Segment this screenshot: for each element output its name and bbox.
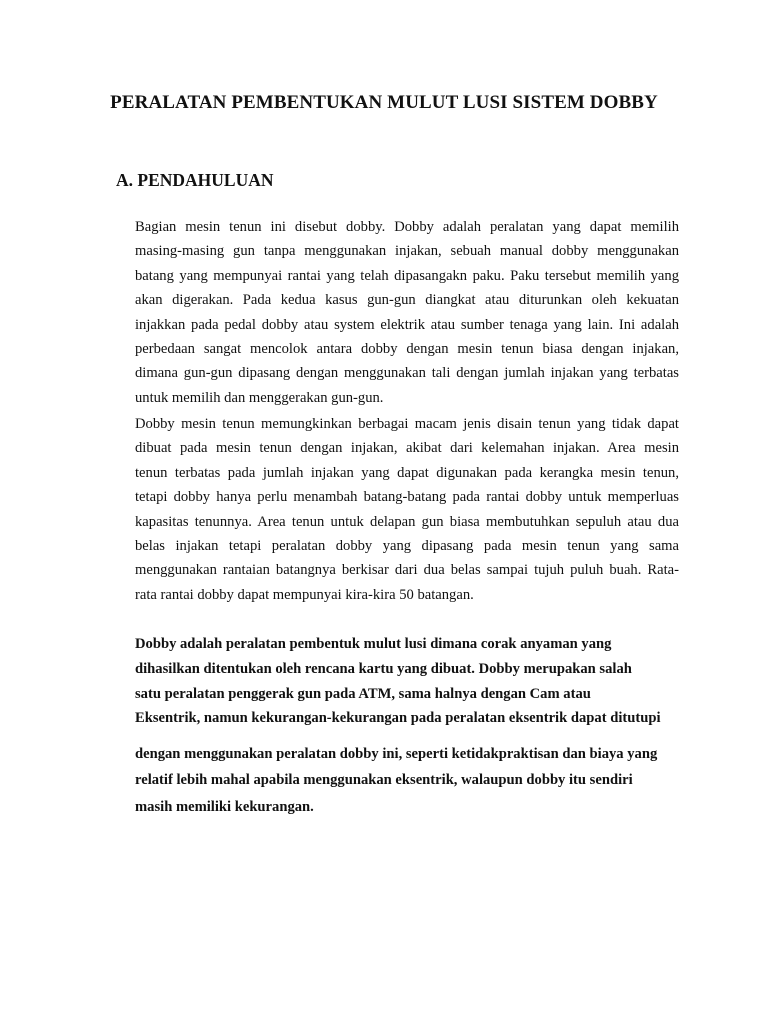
paragraph-2-line: belas injakan tetapi peralatan dobby yang dipasang pada mesin tenun yang sama <box>135 537 679 554</box>
paragraph-2-line: dibuat pada mesin tenun dengan injakan, akibat dari kelemahan injakan. Area mesin <box>135 440 679 457</box>
paragraph-1-line: Bagian mesin tenun ini disebut dobby. Dobby adalah peralatan yang dapat memilih <box>135 219 679 235</box>
paragraph-1-line: injakkan pada pedal dobby atau system elektrik atau sumber tenaga yang lain. Ini adalah <box>135 316 679 333</box>
paragraph-2-line: Dobby mesin tenun memungkinkan berbagai macam jenis disain tenun yang tidak dapat <box>135 416 679 432</box>
paragraph-2-line: tenun terbatas pada jumlah injakan yang dapat digunakan pada kerangka mesin tenun, <box>135 464 679 481</box>
bold-paragraph-line: dihasilkan ditentukan oleh rencana kartu yang dibuat. Dobby merupakan salah <box>135 660 632 677</box>
bold-paragraph-part-1 <box>135 632 695 731</box>
paragraph-1-line: perbedaan sangat mencolok antara dobby dengan mesin tenun biasa dengan injakan, <box>135 340 679 357</box>
paragraph-1-line: untuk memilih dan menggerakan gun-gun. <box>135 389 384 406</box>
bold-paragraph-line: Eksentrik, namun kekurangan-kekurangan pada peralatan eksentrik dapat ditutupi <box>135 710 661 727</box>
paragraph-2-line: menggunakan rantaian batangnya berkisar dari dua belas sampai tujuh puluh buah. Rata- <box>135 562 679 579</box>
paragraph-1-line: batang yang mempunyai rantai yang telah dipasangakn paku. Paku tersebut memilih yang <box>135 267 679 284</box>
paragraph-2 <box>135 412 679 607</box>
paragraph-1-line: akan digerakan. Pada kedua kasus gun-gun diangkat atau diturunkan oleh kekuatan <box>135 292 679 309</box>
section-heading: A. PENDAHULUAN <box>116 170 274 190</box>
paragraph-1-line: dimana gun-gun dipasang dengan menggunakan tali dengan jumlah injakan yang terbatas <box>135 365 679 382</box>
bold-paragraph-line: masih memiliki kekurangan. <box>135 798 314 815</box>
bold-paragraph-line: dengan menggunakan peralatan dobby ini, seperti ketidakpraktisan dan biaya yang <box>135 746 658 762</box>
paragraph-2-line: tetapi dobby hanya perlu menambah batang-batang pada rantai dobby untuk memperluas <box>135 489 679 506</box>
bold-paragraph-line: relatif lebih mahal apabila menggunakan eksentrik, walaupun dobby itu sendiri <box>135 772 633 789</box>
bold-paragraph-line: Dobby adalah peralatan pembentuk mulut lusi dimana corak anyaman yang <box>135 636 612 652</box>
document-title: PERALATAN PEMBENTUKAN MULUT LUSI SISTEM DOBBY <box>110 92 658 113</box>
paragraph-1-line: masing-masing gun tanpa menggunakan injakan, sebuah manual dobby menggunakan <box>135 243 679 260</box>
paragraph-2-line: kapasitas tenunnya. Area tenun untuk delapan gun biasa membutuhkan sepuluh atau dua <box>135 513 679 530</box>
paragraph-1 <box>135 215 679 410</box>
bold-paragraph-line: satu peralatan penggerak gun pada ATM, sama halnya dengan Cam atau <box>135 685 591 702</box>
bold-paragraph-part-2 <box>135 741 695 820</box>
paragraph-2-line: rata rantai dobby dapat mempunyai kira-kira 50 batangan. <box>135 586 474 603</box>
